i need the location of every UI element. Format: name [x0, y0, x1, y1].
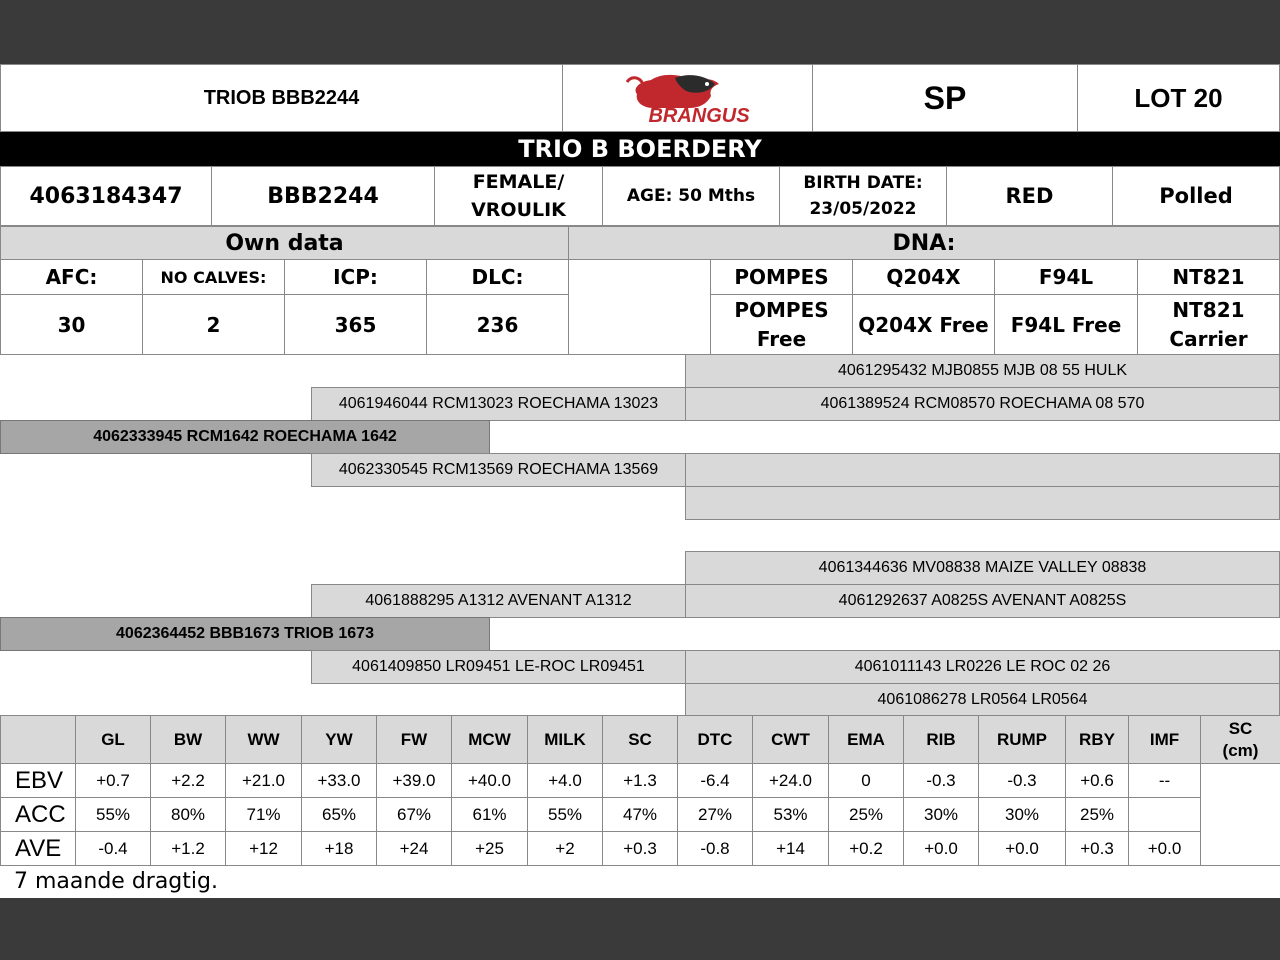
ebv-header-sc: SC — [602, 715, 678, 764]
dna-value-f94l: F94L Free — [994, 294, 1138, 355]
afc-header: AFC: — [0, 259, 143, 295]
pedigree-dam-sire-dam: 4061292637 A0825S AVENANT A0825S — [685, 584, 1280, 618]
dna-header-nt821: NT821 — [1137, 259, 1280, 295]
ebv-cell-ebv-cwt: +24.0 — [752, 763, 829, 798]
ebv-cell-ebv-rump: -0.3 — [978, 763, 1066, 798]
ebv-cell-ave-cwt: +14 — [752, 831, 829, 866]
ebv-header-cwt: CWT — [752, 715, 829, 764]
ebv-header-imf: IMF — [1128, 715, 1201, 764]
ebv-cell-ebv-gl: +0.7 — [75, 763, 151, 798]
ebv-cell-ave-sc: +0.3 — [602, 831, 678, 866]
dna-value-nt821: NT821 Carrier — [1137, 294, 1280, 355]
bull-icon — [603, 70, 773, 126]
ebv-cell-ebv-dtc: -6.4 — [677, 763, 753, 798]
ebv-cell-acc-imf — [1128, 797, 1201, 832]
lot-number: LOT 20 — [1077, 64, 1280, 132]
ebv-header-fw: FW — [376, 715, 452, 764]
ebv-cell-ave-dtc: -0.8 — [677, 831, 753, 866]
ebv-cell-acc-cwt: 53% — [752, 797, 829, 832]
ebv-cell-ave-gl: -0.4 — [75, 831, 151, 866]
ebv-header-dtc: DTC — [677, 715, 753, 764]
ebv-cell-acc-mcw: 61% — [451, 797, 528, 832]
dna-value-q204x: Q204X Free — [852, 294, 995, 355]
ebv-header-mcw: MCW — [451, 715, 528, 764]
afc-value: 30 — [0, 294, 143, 355]
ebv-cell-ave-rby: +0.3 — [1065, 831, 1129, 866]
age: AGE: 50 Mths — [602, 166, 780, 226]
ebv-header-bw: BW — [150, 715, 226, 764]
ebv-cell-ave-rib: +0.0 — [903, 831, 979, 866]
pedigree-sire-dam: 4062330545 RCM13569 ROECHAMA 13569 — [311, 453, 686, 487]
ebv-cell-acc-fw: 67% — [376, 797, 452, 832]
ebv-cell-ave-mcw: +25 — [451, 831, 528, 866]
pedigree-dam-sire: 4061888295 A1312 AVENANT A1312 — [311, 584, 686, 618]
ebv-cell-acc-dtc: 27% — [677, 797, 753, 832]
no-calves-value: 2 — [142, 294, 285, 355]
brangus-logo — [562, 64, 813, 132]
animal-code: TRIOB BBB2244 — [0, 64, 563, 132]
horn-status: Polled — [1112, 166, 1280, 226]
icp-value: 365 — [284, 294, 427, 355]
dlc-header: DLC: — [426, 259, 569, 295]
ebv-cell-ave-yw: +18 — [301, 831, 377, 866]
ebv-cell-ebv-fw: +39.0 — [376, 763, 452, 798]
ebv-header-ww: WW — [225, 715, 302, 764]
ebv-header-rib: RIB — [903, 715, 979, 764]
ebv-cell-ave-bw: +1.2 — [150, 831, 226, 866]
ebv-cell-ebv-rib: -0.3 — [903, 763, 979, 798]
ebv-cell-acc-ema: 25% — [828, 797, 904, 832]
dna-header-q204x: Q204X — [852, 259, 995, 295]
own-data-title: Own data — [0, 226, 569, 260]
ebv-corner — [0, 715, 76, 764]
ebv-header-rby: RBY — [1065, 715, 1129, 764]
grade-label: SP — [812, 64, 1078, 132]
ebv-header-sc-cm: SC (cm) — [1200, 715, 1280, 764]
ebv-header-rump: RUMP — [978, 715, 1066, 764]
ebv-cell-acc-ww: 71% — [225, 797, 302, 832]
ebv-cell-ebv-bw: +2.2 — [150, 763, 226, 798]
ebv-header-milk: MILK — [527, 715, 603, 764]
pedigree-sire-sire-sire: 4061295432 MJB0855 MJB 08 55 HULK — [685, 354, 1280, 388]
ebv-cell-ebv-ww: +21.0 — [225, 763, 302, 798]
ebv-cell-ave-rump: +0.0 — [978, 831, 1066, 866]
ebv-cell-acc-bw: 80% — [150, 797, 226, 832]
ebv-cell-ave-ema: +0.2 — [828, 831, 904, 866]
pedigree-sire: 4062333945 RCM1642 ROECHAMA 1642 — [0, 420, 490, 454]
ebv-cell-ave-fw: +24 — [376, 831, 452, 866]
lot-card — [0, 64, 1280, 898]
ebv-header-ema: EMA — [828, 715, 904, 764]
icp-header: ICP: — [284, 259, 427, 295]
ebv-sc-blank — [1200, 763, 1280, 866]
ebv-header-yw: YW — [301, 715, 377, 764]
colour: RED — [946, 166, 1113, 226]
ebv-cell-ebv-sc: +1.3 — [602, 763, 678, 798]
ebv-row-label-ave: AVE — [0, 831, 76, 866]
pedigree-sire-sire-dam: 4061389524 RCM08570 ROECHAMA 08 570 — [685, 387, 1280, 421]
ebv-cell-acc-rump: 30% — [978, 797, 1066, 832]
ebv-cell-acc-gl: 55% — [75, 797, 151, 832]
ebv-cell-ave-imf: +0.0 — [1128, 831, 1201, 866]
birth-date: BIRTH DATE: 23/05/2022 — [779, 166, 947, 226]
ebv-cell-ebv-yw: +33.0 — [301, 763, 377, 798]
ebv-cell-ebv-rby: +0.6 — [1065, 763, 1129, 798]
sex: FEMALE/ VROULIK — [434, 166, 603, 226]
ebv-cell-ebv-imf: -- — [1128, 763, 1201, 798]
dna-blank — [568, 259, 711, 355]
ebv-header-gl: GL — [75, 715, 151, 764]
pedigree-sire-sire: 4061946044 RCM13023 ROECHAMA 13023 — [311, 387, 686, 421]
svg-text:BRANGUS: BRANGUS — [647, 105, 750, 126]
ebv-cell-acc-milk: 55% — [527, 797, 603, 832]
pedigree-dam-dam-sire: 4061011143 LR0226 LE ROC 02 26 — [685, 650, 1280, 684]
ebv-cell-acc-sc: 47% — [602, 797, 678, 832]
dna-value-pompes: POMPES Free — [710, 294, 853, 355]
pedigree-sire-dam-dam — [685, 486, 1280, 520]
dlc-value: 236 — [426, 294, 569, 355]
pedigree-sire-dam-sire — [685, 453, 1280, 487]
dna-title: DNA: — [568, 226, 1280, 260]
ebv-cell-ave-ww: +12 — [225, 831, 302, 866]
ebv-cell-ebv-mcw: +40.0 — [451, 763, 528, 798]
ebv-cell-acc-yw: 65% — [301, 797, 377, 832]
animal-id: BBB2244 — [211, 166, 435, 226]
ebv-cell-acc-rby: 25% — [1065, 797, 1129, 832]
ebv-cell-acc-rib: 30% — [903, 797, 979, 832]
no-calves-header: NO CALVES: — [142, 259, 285, 295]
ebv-table — [0, 715, 1280, 865]
ebv-cell-ebv-ema: 0 — [828, 763, 904, 798]
ebv-row-label-ebv: EBV — [0, 763, 76, 798]
registration-number: 4063184347 — [0, 166, 212, 226]
pedigree-dam-dam: 4061409850 LR09451 LE-ROC LR09451 — [311, 650, 686, 684]
ebv-row-label-acc: ACC — [0, 797, 76, 832]
pedigree-dam-sire-sire: 4061344636 MV08838 MAIZE VALLEY 08838 — [685, 551, 1280, 585]
notes: 7 maande dragtig. — [14, 869, 218, 894]
pedigree-dam-dam-dam: 4061086278 LR0564 LR0564 — [685, 683, 1280, 717]
ebv-cell-ebv-milk: +4.0 — [527, 763, 603, 798]
dna-header-f94l: F94L — [994, 259, 1138, 295]
dna-header-pompes: POMPES — [710, 259, 853, 295]
breeder-name: TRIO B BOERDERY — [0, 132, 1280, 166]
ebv-cell-ave-milk: +2 — [527, 831, 603, 866]
pedigree-dam: 4062364452 BBB1673 TRIOB 1673 — [0, 617, 490, 651]
